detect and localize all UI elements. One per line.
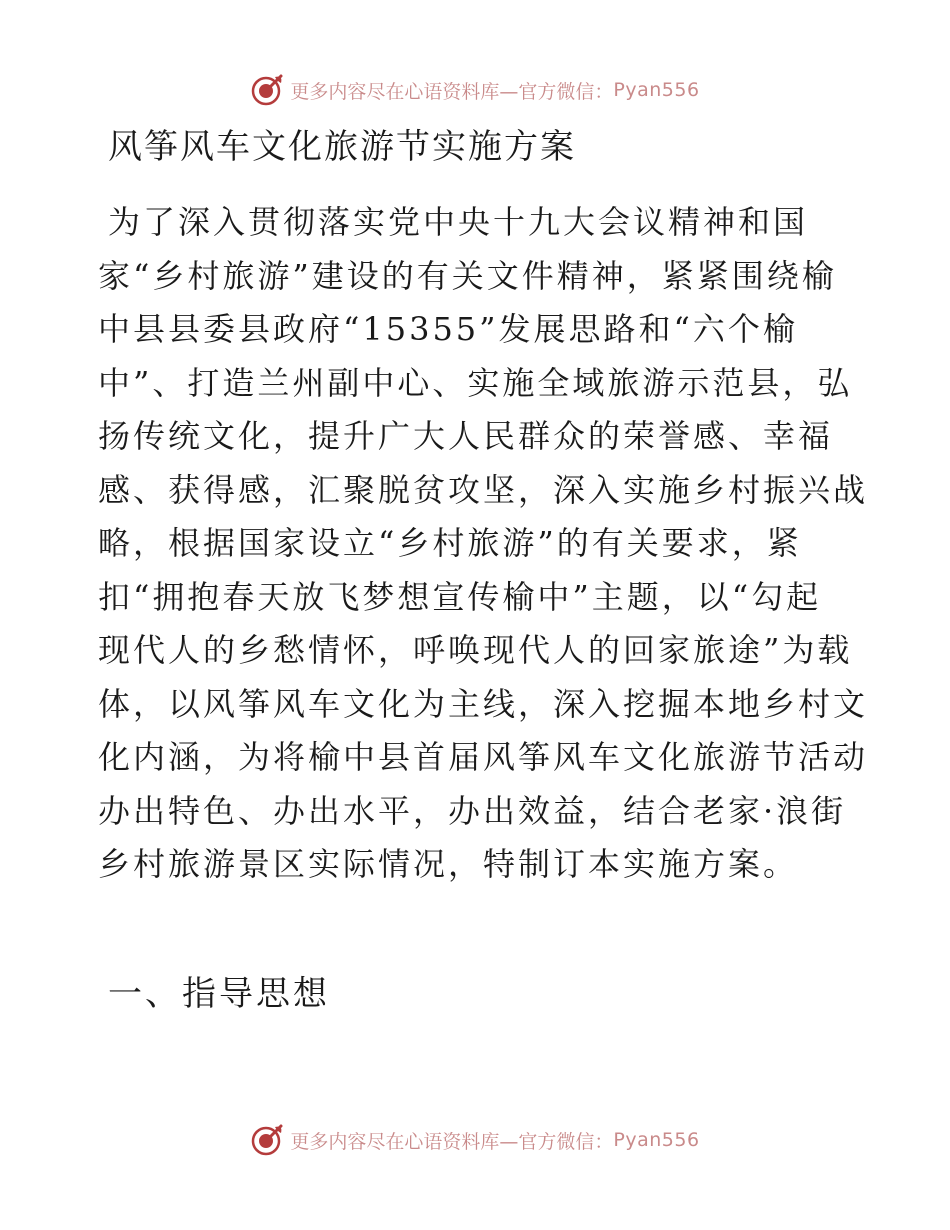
- body-line: 家“乡村旅游”建设的有关文件精神，紧紧围绕榆: [98, 256, 837, 295]
- body-line: 乡村旅游景区实际情况，特制订本实施方案。: [98, 845, 799, 883]
- body-line: 略，根据国家设立“乡村旅游”的有关要求，紧: [98, 524, 802, 562]
- body-line: 体，以风筝风车文化为主线，深入挖掘本地乡村文: [98, 684, 869, 723]
- body-line: 中县县委县政府“15355”发展思路和“六个榆: [98, 310, 798, 348]
- body-line: 中”、打造兰州副中心、实施全域旅游示范县，弘: [98, 363, 853, 402]
- feather-pen-logo-icon: [250, 73, 284, 107]
- document-title: 风筝风车文化旅游节实施方案: [108, 127, 576, 167]
- footer-watermark: [0, 1120, 950, 1160]
- section-heading: 一、指导思想: [108, 974, 330, 1014]
- body-line: 为了深入贯彻落实党中央十九大会议精神和国: [108, 203, 809, 241]
- body-line: 现代人的乡愁情怀，呼唤现代人的回家旅途”为载: [98, 631, 853, 669]
- body-line: 办出特色、办出水平，办出效益，结合老家·浪街: [98, 791, 847, 830]
- watermark-handle: Pyan556: [613, 79, 700, 101]
- feather-pen-logo-icon: [250, 1123, 284, 1157]
- header-watermark: [0, 70, 950, 110]
- body-line: 化内涵，为将榆中县首届风筝风车文化旅游节活动: [98, 738, 869, 776]
- body-line: 感、获得感，汇聚脱贫攻坚，深入实施乡村振兴战: [98, 470, 869, 509]
- body-line: 扣“拥抱春天放飞梦想宣传榆中”主题，以“勾起: [98, 577, 822, 616]
- watermark-handle: Pyan556: [613, 1129, 700, 1151]
- body-line: 扬传统文化，提升广大人民群众的荣誉感、幸福: [98, 417, 834, 455]
- body-paragraph: [98, 196, 869, 892]
- watermark-text: 更多内容尽在心语资料库—官方微信：: [290, 1130, 614, 1153]
- watermark-text: 更多内容尽在心语资料库—官方微信：: [290, 80, 614, 103]
